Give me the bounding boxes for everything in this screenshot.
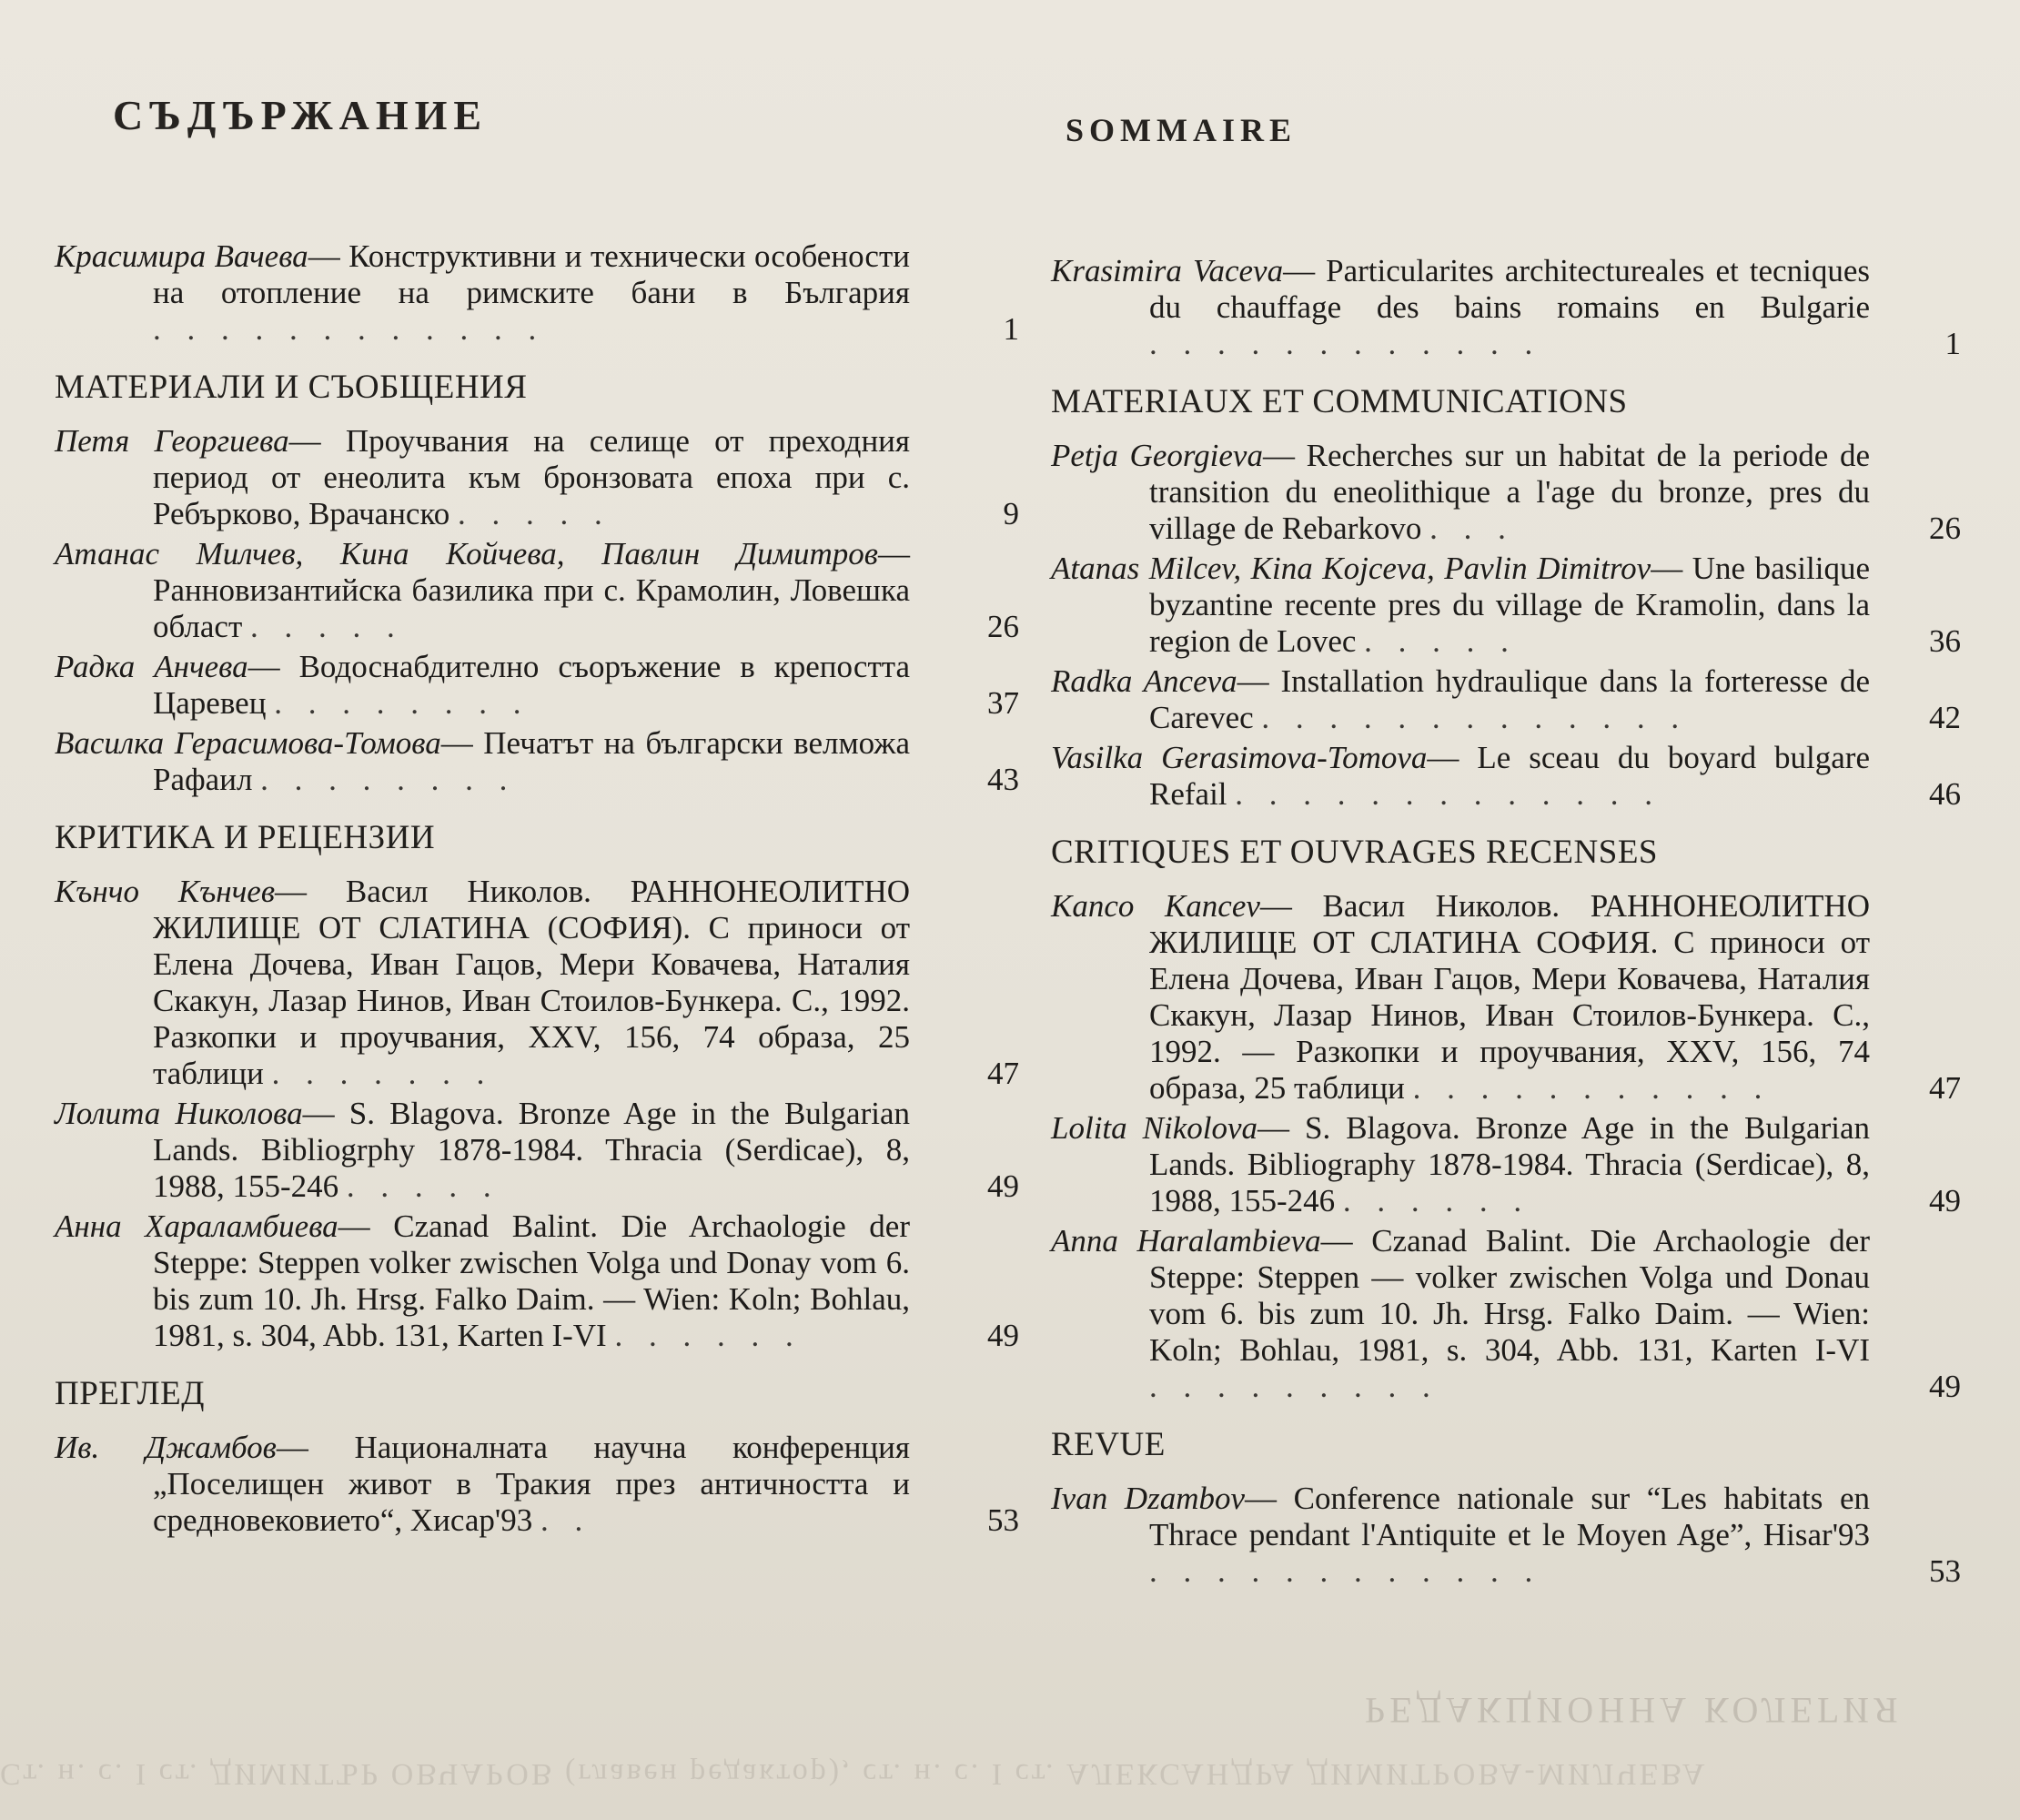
entry-text: — Une basilique byzantine recente pres du village de Kramolin, dans la region de Lovec — [1149, 551, 1870, 659]
section-title: МАТЕРИАЛИ И СЪОБЩЕНИЯ — [55, 369, 528, 406]
entry-author: Анна Хараламбиева — [55, 1208, 338, 1244]
entry-author: Petja Georgieva — [1051, 438, 1263, 473]
section-title: MATERIAUX ET COMMUNICATIONS — [1051, 383, 1628, 420]
toc-entry: Радка Анчева— Водоснабдително съоръжение в крепостта Царевец . . . . . . . . 37 — [55, 649, 1019, 721]
entry-author: Ив. Джамбов — [55, 1430, 277, 1465]
entry-page: 49 — [1929, 1369, 1961, 1404]
entry-author: Василка Герасимова-Томова — [55, 725, 441, 761]
entry-author: Петя Георгиева — [55, 423, 289, 459]
toc-entry: Radka Anceva— Installation hydraulique dans la forteresse de Carevec . . . . . . . . . . . . . 42 — [1051, 663, 1961, 735]
toc-entry: Petja Georgieva— Recherches sur un habitat de la periode de transition du eneolithique a l'age du bronze, pres du village de Rebarkovo . . . 26 — [1051, 438, 1961, 546]
bleed-through-heading: РЕДАКЦИОННА КОЛЕГИЯ — [1365, 1690, 1903, 1731]
toc-fr-entries — [1051, 253, 1970, 1593]
entry-text: — Васил Николов. РАННОНЕОЛИТНО ЖИЛИЩЕ ОТ СЛАТИНА (СОФИЯ). С приноси от Елена Дочева, Иван Гацов, Мери Ковачева, Наталия Скакун, Лазар Нинов, Иван Стоилов-Бункера. С., 1992. Разкопки и проучвания, XXV, 156, 74 образа, 25 таблици — [153, 874, 910, 1091]
entry-text: — Particularites architectureales et tecniques du chauffage des bains romains en Bulgarie — [1149, 253, 1870, 325]
toc-entry: Lolita Nikolova— S. Blagova. Bronze Age in the Bulgarian Lands. Bibliography 1878-1984. Thracia (Serdicae), 8, 1988, 155-246 . . . . . . 49 — [1051, 1110, 1961, 1218]
page-title-bg: СЪДЪРЖАНИЕ — [113, 92, 489, 138]
entry-author: Атанас Милчев, Кина Койчева, Павлин Димитров — [55, 536, 878, 571]
toc-entry: Кънчо Кънчев— Васил Николов. РАННОНЕОЛИТНО ЖИЛИЩЕ ОТ СЛАТИНА (СОФИЯ). С приноси от Елена Дочева, Иван Гацов, Мери Ковачева, Наталия Скакун, Лазар Нинов, Иван Стоилов-Бункера. С., 1992. Разкопки и проучвания, XXV, 156, 74 образа, 25 таблици . . . . . . . 47 — [55, 874, 1019, 1091]
entry-page: 9 — [1003, 496, 1019, 531]
toc-entry: Петя Георгиева— Проучвания на селище от преходния период от енеолита към бронзовата епоха при с. Ребърково, Врачанско . . . . . 9 — [55, 423, 1019, 531]
toc-entry: Атанас Милчев, Кина Койчева, Павлин Димитров— Ранновизантийска базилика при с. Крамолин, Ловешка област . . . . . 26 — [55, 536, 1019, 644]
entry-author: Atanas Milcev, Kina Kojceva, Pavlin Dimitrov — [1051, 551, 1651, 586]
entry-text: — S. Blagova. Bronze Age in the Bulgarian Lands. Bibliogrphy 1878-1984. Thracia (Serdicae), 8, 1988, 155-246 — [153, 1096, 910, 1204]
entry-author: Ivan Dzambov — [1051, 1481, 1246, 1516]
entry-text: — Водоснабдително съоръжение в крепостта Царевец — [153, 649, 910, 721]
section-title: ПРЕГЛЕД — [55, 1375, 205, 1412]
bleed-through-line: Ст. н. с. I ст. ДИМИТЪР ОВЧАРОВ (главен редактор), ст. н. с. I ст. АЛЕКСАНДРА ДИМИТРОВА-МИЛЧЕВА — [0, 1757, 1708, 1791]
entry-author: Krasimira Vaceva — [1051, 253, 1284, 288]
entry-text: — Le sceau du boyard bulgare Refail — [1149, 740, 1870, 812]
toc-entry: Лолита Николова— S. Blagova. Bronze Age in the Bulgarian Lands. Bibliogrphy 1878-1984. Thracia (Serdicae), 8, 1988, 155-246 . . . . . 49 — [55, 1096, 1019, 1204]
toc-entry: Kanco Kancev— Васил Николов. РАННОНЕОЛИТНО ЖИЛИЩЕ ОТ СЛАТИНА СОФИЯ. С приноси от Елена Дочева, Иван Гацов, Мери Ковачева, Наталия Скакун, Лазар Нинов, Иван Стоилов-Бункера. С., 1992. — Разкопки и проучвания, XXV, 156, 74 образа, 25 таблици . . . . . . . . . . . 47 — [1051, 888, 1961, 1106]
entry-author: Kanco Kancev — [1051, 888, 1260, 924]
entry-author: Кънчо Кънчев — [55, 874, 276, 909]
entry-text: — Czanad Balint. Die Archaologie der Steppe: Steppen — volker zwischen Volga und Donau vom 6. bis zum 10. Jh. Hrsg. Falko Daim. — Wien: Koln; Bohlau, 1981, s. 304, Abb. 131, Karten I-VI — [1149, 1223, 1870, 1368]
entry-page: 49 — [1929, 1183, 1961, 1218]
entry-text: — Recherches sur un habitat de la periode de transition du eneolithique a l'age du bronze, pres du village de Rebarkovo — [1149, 438, 1870, 546]
section-title: REVUE — [1051, 1426, 1166, 1463]
toc-entry: Ivan Dzambov— Conference nationale sur “Les habitats en Thrace pendant l'Antiquite et le Moyen Age”, Hisar'93 . . . . . . . . . . . . 53 — [1051, 1481, 1961, 1589]
entry-author: Радка Анчева — [55, 649, 248, 684]
entry-page: 36 — [1929, 623, 1961, 659]
toc-bulgarian — [55, 0, 1019, 1820]
entry-author: Lolita Nikolova — [1051, 1110, 1257, 1146]
entry-text: — Czanad Balint. Die Archaologie der Steppe: Steppen volker zwischen Volga und Donay vom 6. bis zum 10. Jh. Hrsg. Falko Daim. — Wien: Koln; Bohlau, 1981, s. 304, Abb. 131, Karten I-VI — [153, 1208, 910, 1353]
entry-text: — Васил Николов. РАННОНЕОЛИТНО ЖИЛИЩЕ ОТ СЛАТИНА СОФИЯ. С приноси от Елена Дочева, Иван Гацов, Мери Ковачева, Наталия Скакун, Лазар Нинов, Иван Стоилов-Бункера. С., 1992. — Разкопки и проучвания, XXV, 156, 74 образа, 25 таблици — [1149, 888, 1870, 1106]
entry-page: 47 — [1929, 1070, 1961, 1106]
page-title-fr: SOMMAIRE — [1066, 112, 1297, 148]
entry-text: — S. Blagova. Bronze Age in the Bulgarian Lands. Bibliography 1878-1984. Thracia (Serdicae), 8, 1988, 155-246 — [1149, 1110, 1870, 1218]
entry-page: 1 — [1003, 311, 1019, 347]
entry-page: 47 — [987, 1056, 1019, 1091]
entry-page: 49 — [987, 1168, 1019, 1204]
section-title: CRITIQUES ET OUVRAGES RECENSES — [1051, 834, 1658, 871]
entry-page: 37 — [987, 685, 1019, 721]
entry-text: — Installation hydraulique dans la forteresse de Carevec — [1149, 663, 1870, 735]
entry-text: — Конструктивни и технически особености на отопление на римските бани в България — [153, 238, 910, 310]
entry-text: — Печатът на български велможа Рафаил — [153, 725, 910, 797]
entry-page: 49 — [987, 1318, 1019, 1353]
entry-author: Лолита Николова — [55, 1096, 303, 1131]
entry-author: Красимира Вачева — [55, 238, 308, 274]
entry-author: Radka Anceva — [1051, 663, 1237, 699]
entry-text: — Ранновизантийска базилика при с. Крамолин, Ловешка област — [153, 536, 910, 644]
entry-page: 53 — [987, 1502, 1019, 1538]
entry-page: 26 — [987, 609, 1019, 644]
toc-entry: Ив. Джамбов— Националната научна конференция „Поселищен живот в Тракия през античността и средновековието“, Хисар'93 . . 53 — [55, 1430, 1019, 1538]
entry-page: 26 — [1929, 511, 1961, 546]
toc-french — [1051, 0, 1970, 1820]
toc-entry: Василка Герасимова-Томова— Печатът на български велможа Рафаил . . . . . . . . 43 — [55, 725, 1019, 797]
toc-entry: Красимира Вачева— Конструктивни и технически особености на отопление на римските бани в България . . . . . . . . . . . . 1 — [55, 238, 1019, 347]
entry-page: 43 — [987, 762, 1019, 797]
entry-text: — Националната научна конференция „Поселищен живот в Тракия през античността и средновековието“, Хисар'93 — [153, 1430, 910, 1538]
entry-author: Vasilka Gerasimova-Tomova — [1051, 740, 1428, 775]
section-title: КРИТИКА И РЕЦЕНЗИИ — [55, 819, 436, 856]
entry-text: — Conference nationale sur “Les habitats en Thrace pendant l'Antiquite et le Moyen Age”, Hisar'93 — [1149, 1481, 1870, 1552]
toc-entry: Krasimira Vaceva— Particularites architectureales et tecniques du chauffage des bains romains en Bulgarie . . . . . . . . . . . . 1 — [1051, 253, 1961, 361]
toc-entry: Vasilka Gerasimova-Tomova— Le sceau du boyard bulgare Refail . . . . . . . . . . . . . 46 — [1051, 740, 1961, 812]
toc-entry: Анна Хараламбиева— Czanad Balint. Die Archaologie der Steppe: Steppen volker zwischen Volga und Donay vom 6. bis zum 10. Jh. Hrsg. Falko Daim. — Wien: Koln; Bohlau, 1981, s. 304, Abb. 131, Karten I-VI . . . . . . 49 — [55, 1208, 1019, 1353]
entry-page: 1 — [1944, 326, 1961, 361]
entry-author: Anna Haralambieva — [1051, 1223, 1321, 1259]
toc-entry: Anna Haralambieva— Czanad Balint. Die Archaologie der Steppe: Steppen — volker zwischen Volga und Donau vom 6. bis zum 10. Jh. Hrsg. Falko Daim. — Wien: Koln; Bohlau, 1981, s. 304, Abb. 131, Karten I-VI . . . . . . . . . 49 — [1051, 1223, 1961, 1404]
entry-page: 53 — [1929, 1553, 1961, 1589]
toc-entry: Atanas Milcev, Kina Kojceva, Pavlin Dimitrov— Une basilique byzantine recente pres du village de Kramolin, dans la region de Lovec . . . . . 36 — [1051, 551, 1961, 659]
entry-page: 46 — [1929, 776, 1961, 812]
toc-bg-entries — [55, 238, 1019, 1542]
entry-page: 42 — [1929, 700, 1961, 735]
entry-text: — Проучвания на селище от преходния период от енеолита към бронзовата епоха при с. Ребърково, Врачанско — [153, 423, 911, 531]
